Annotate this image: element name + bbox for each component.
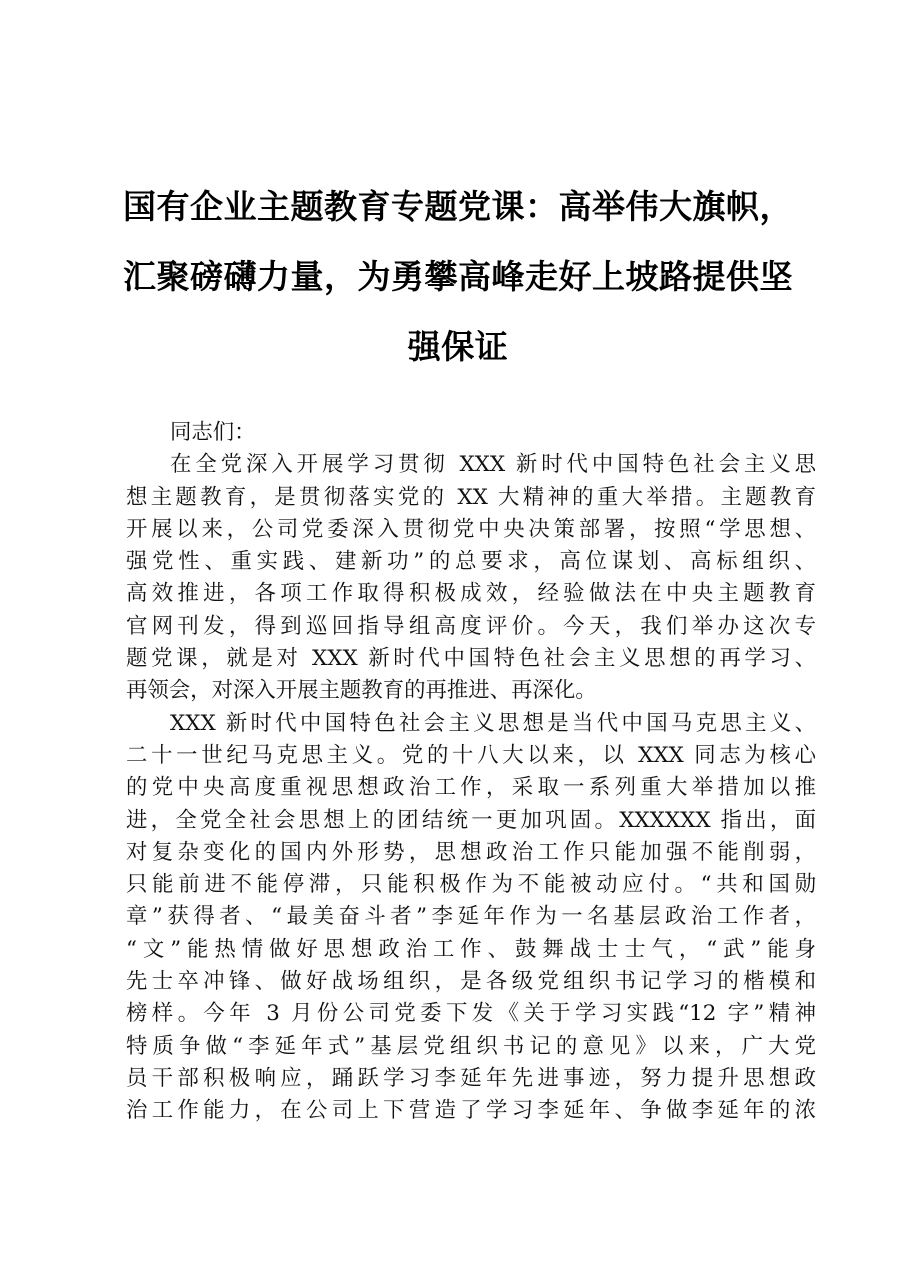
paragraph-line: 题党课，就是对 XXX 新时代中国特色社会主义思想的再学习、 <box>126 646 816 672</box>
paragraph-line: 再领会，对深入开展主题教育的再推进、再深化。 <box>126 678 597 704</box>
paragraph-line: “文”能热情做好思想政治工作、鼓舞战士士气，“武”能身 <box>126 936 816 962</box>
paragraph-line: 特质争做“李延年式”基层党组织书记的意见》以来，广大党 <box>126 1033 816 1059</box>
paragraph-line: 高效推进，各项工作取得积极成效，经验做法在中央主题教育 <box>126 581 816 607</box>
title-line: 汇聚磅礴力量，为勇攀高峰走好上坡路提供坚 <box>123 257 793 296</box>
paragraph-2 <box>126 708 816 1128</box>
salutation: 同志们： <box>170 420 256 445</box>
paragraph-1 <box>126 449 816 707</box>
paragraph-line: 强党性、重实践、建新功”的总要求，高位谋划、高标组织、 <box>126 549 816 575</box>
paragraph-line: 开展以来，公司党委深入贯彻党中央决策部署，按照“学思想、 <box>126 516 816 542</box>
paragraph-line: 想主题教育，是贯彻落实党的 XX 大精神的重大举措。主题教育 <box>126 484 816 510</box>
paragraph-line: 二十一世纪马克思主义。党的十八大以来，以 XXX 同志为核心 <box>126 742 816 768</box>
document-title <box>118 172 798 382</box>
paragraph-line: 在全党深入开展学习贯彻 XXX 新时代中国特色社会主义思 <box>170 452 816 478</box>
paragraph-line: 只能前进不能停滞，只能积极作为不能被动应付。“共和国勋 <box>126 872 816 898</box>
paragraph-line: 先士卒冲锋、做好战场组织，是各级党组织书记学习的楷模和 <box>126 969 816 995</box>
paragraph-line: 对复杂变化的国内外形势，思想政治工作只能加强不能削弱， <box>126 839 816 865</box>
paragraph-line: 的党中央高度重视思想政治工作，采取一系列重大举措加以推 <box>126 775 816 801</box>
document-body <box>126 417 816 1128</box>
paragraph-line: 官网刊发，得到巡回指导组高度评价。今天，我们举办这次专 <box>126 613 816 639</box>
paragraph-line: 进，全党全社会思想上的团结统一更加巩固。XXXXXX 指出，面 <box>126 807 816 833</box>
paragraph-line: XXX 新时代中国特色社会主义思想是当代中国马克思主义、 <box>170 710 816 736</box>
title-line: 强保证 <box>407 327 509 366</box>
paragraph-line: 治工作能力，在公司上下营造了学习李延年、争做李延年的浓 <box>126 1098 816 1124</box>
title-line: 国有企业主题教育专题党课：高举伟大旗帜， <box>123 187 793 226</box>
paragraph-line: 员干部积极响应，踊跃学习李延年先进事迹，努力提升思想政 <box>126 1065 816 1091</box>
paragraph-line: 章”获得者、“最美奋斗者”李延年作为一名基层政治工作者， <box>126 904 816 930</box>
paragraph-line: 榜样。今年 3 月份公司党委下发《关于学习实践“12 字”精神 <box>126 1001 816 1027</box>
